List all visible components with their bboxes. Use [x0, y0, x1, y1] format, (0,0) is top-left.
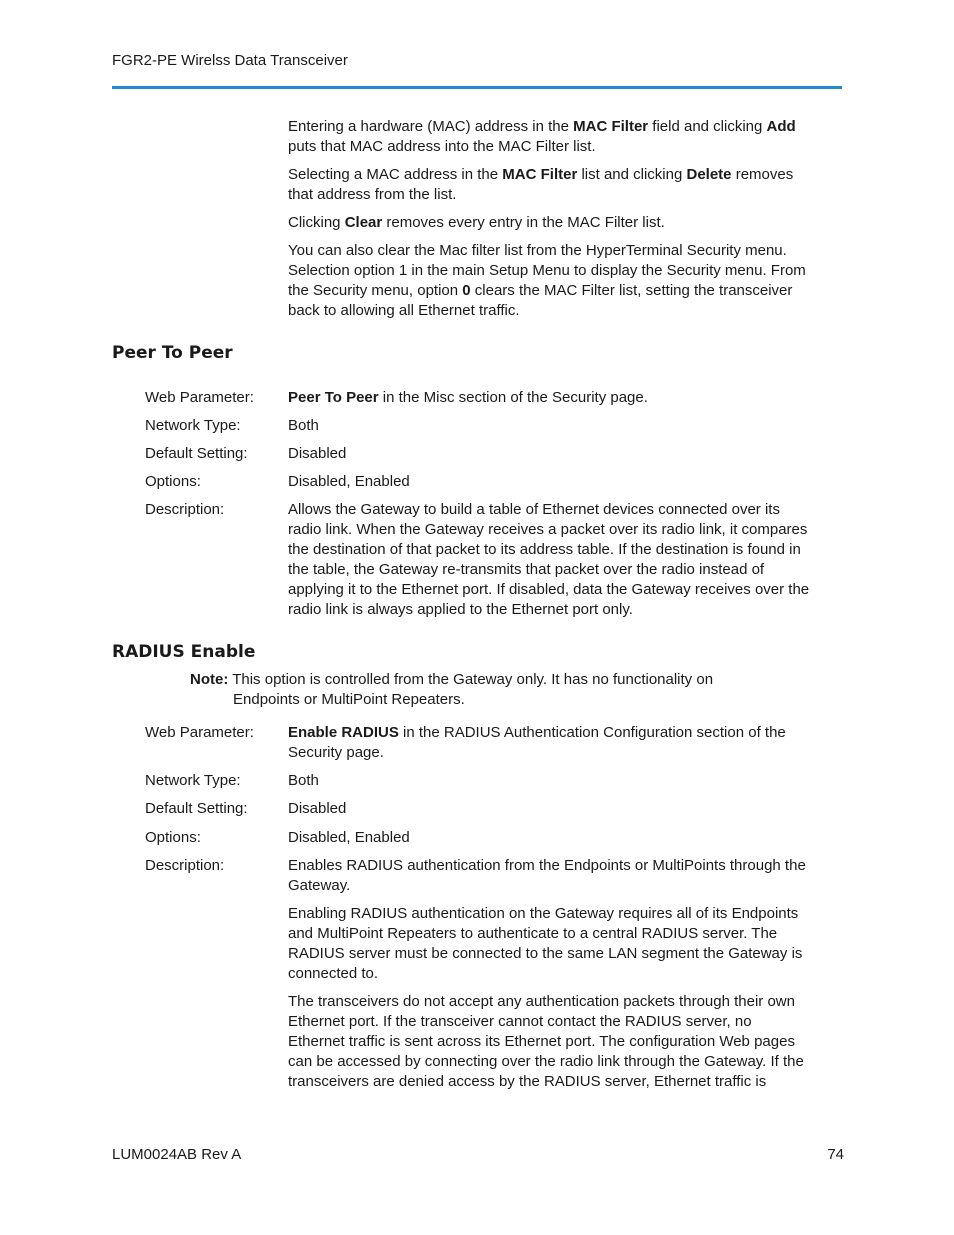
radius-description-paragraph-1: Enables RADIUS authentication from the Endpoints or MultiPoints through the Gateway. [288, 857, 806, 894]
label: Network Type: [145, 417, 241, 434]
peer-to-peer-heading: Peer To Peer [112, 343, 233, 363]
label: Network Type: [145, 772, 241, 789]
running-header: FGR2-PE Wirelss Data Transceiver [112, 52, 348, 69]
mac-filter-paragraph-1: Entering a hardware (MAC) address in the MAC Filter field and clicking Add puts that MAC address into the MAC Filter list. [288, 118, 796, 155]
label: Web Parameter: [145, 389, 254, 406]
label: Description: [145, 857, 225, 874]
radius-note: Note: This option is controlled from the Gateway only. It has no functionality on Endpoints or MultiPoint Repeaters. [190, 671, 714, 708]
label: Description: [145, 501, 225, 518]
radius-description-paragraph-3: The transceivers do not accept any authentication packets through their own Ethernet port. If the transceiver cannot contact the RADIUS server, no Ethernet traffic is sent across its Ethernet port. The configuration Web pages can be accessed by connecting over the radio link through the Gateway. If the transceivers are denied access by the RADIUS server, Ethernet traffic is [288, 993, 804, 1090]
mac-filter-paragraph-2: Selecting a MAC address in the MAC Filter list and clicking Delete removes that address from the list. [288, 166, 794, 203]
value: Both [288, 417, 319, 434]
footer-page-number: 74 [827, 1146, 844, 1163]
label: Web Parameter: [145, 724, 254, 741]
value: Peer To Peer in the Misc section of the Security page. [288, 389, 648, 406]
label: Options: [145, 829, 201, 846]
value: Enable RADIUS in the RADIUS Authentication Configuration section of the Security page. [288, 724, 786, 761]
value: Both [288, 772, 319, 789]
value: Disabled [288, 800, 347, 817]
header-rule [112, 86, 842, 89]
label: Default Setting: [145, 445, 248, 462]
mac-filter-paragraph-4: You can also clear the Mac filter list from the HyperTerminal Security menu. Selection option 1 in the main Setup Menu to display the Security menu. From the Security menu, option 0 clears the MAC Filter list, setting the transceiver back to allowing all Ethernet traffic. [288, 242, 806, 319]
value: Disabled, Enabled [288, 829, 410, 846]
label: Options: [145, 473, 201, 490]
value [288, 856, 812, 1092]
footer-doc-id: LUM0024AB Rev A [112, 1146, 242, 1163]
mac-filter-paragraph-3: Clicking Clear removes every entry in the MAC Filter list. [288, 214, 665, 231]
radius-description-paragraph-2: Enabling RADIUS authentication on the Gateway requires all of its Endpoints and MultiPoint Repeaters to authenticate to a central RADIUS server. The RADIUS server must be connected to the same LAN segment the Gateway is connected to. [288, 905, 803, 982]
radius-enable-heading: RADIUS Enable [112, 642, 256, 662]
value: Allows the Gateway to build a table of Ethernet devices connected over its radio link. When the Gateway receives a packet over its radio link, it compares the destination of that packet to its address table. If the destination is found in the table, the Gateway re-transmits that packet over the radio instead of applying it to the Ethernet port. If disabled, data the Gateway receives over the radio link is always applied to the Ethernet port only. [288, 501, 810, 618]
value: Disabled [288, 445, 347, 462]
value: Disabled, Enabled [288, 473, 410, 490]
note-label: Note: [190, 671, 229, 688]
label: Default Setting: [145, 800, 248, 817]
